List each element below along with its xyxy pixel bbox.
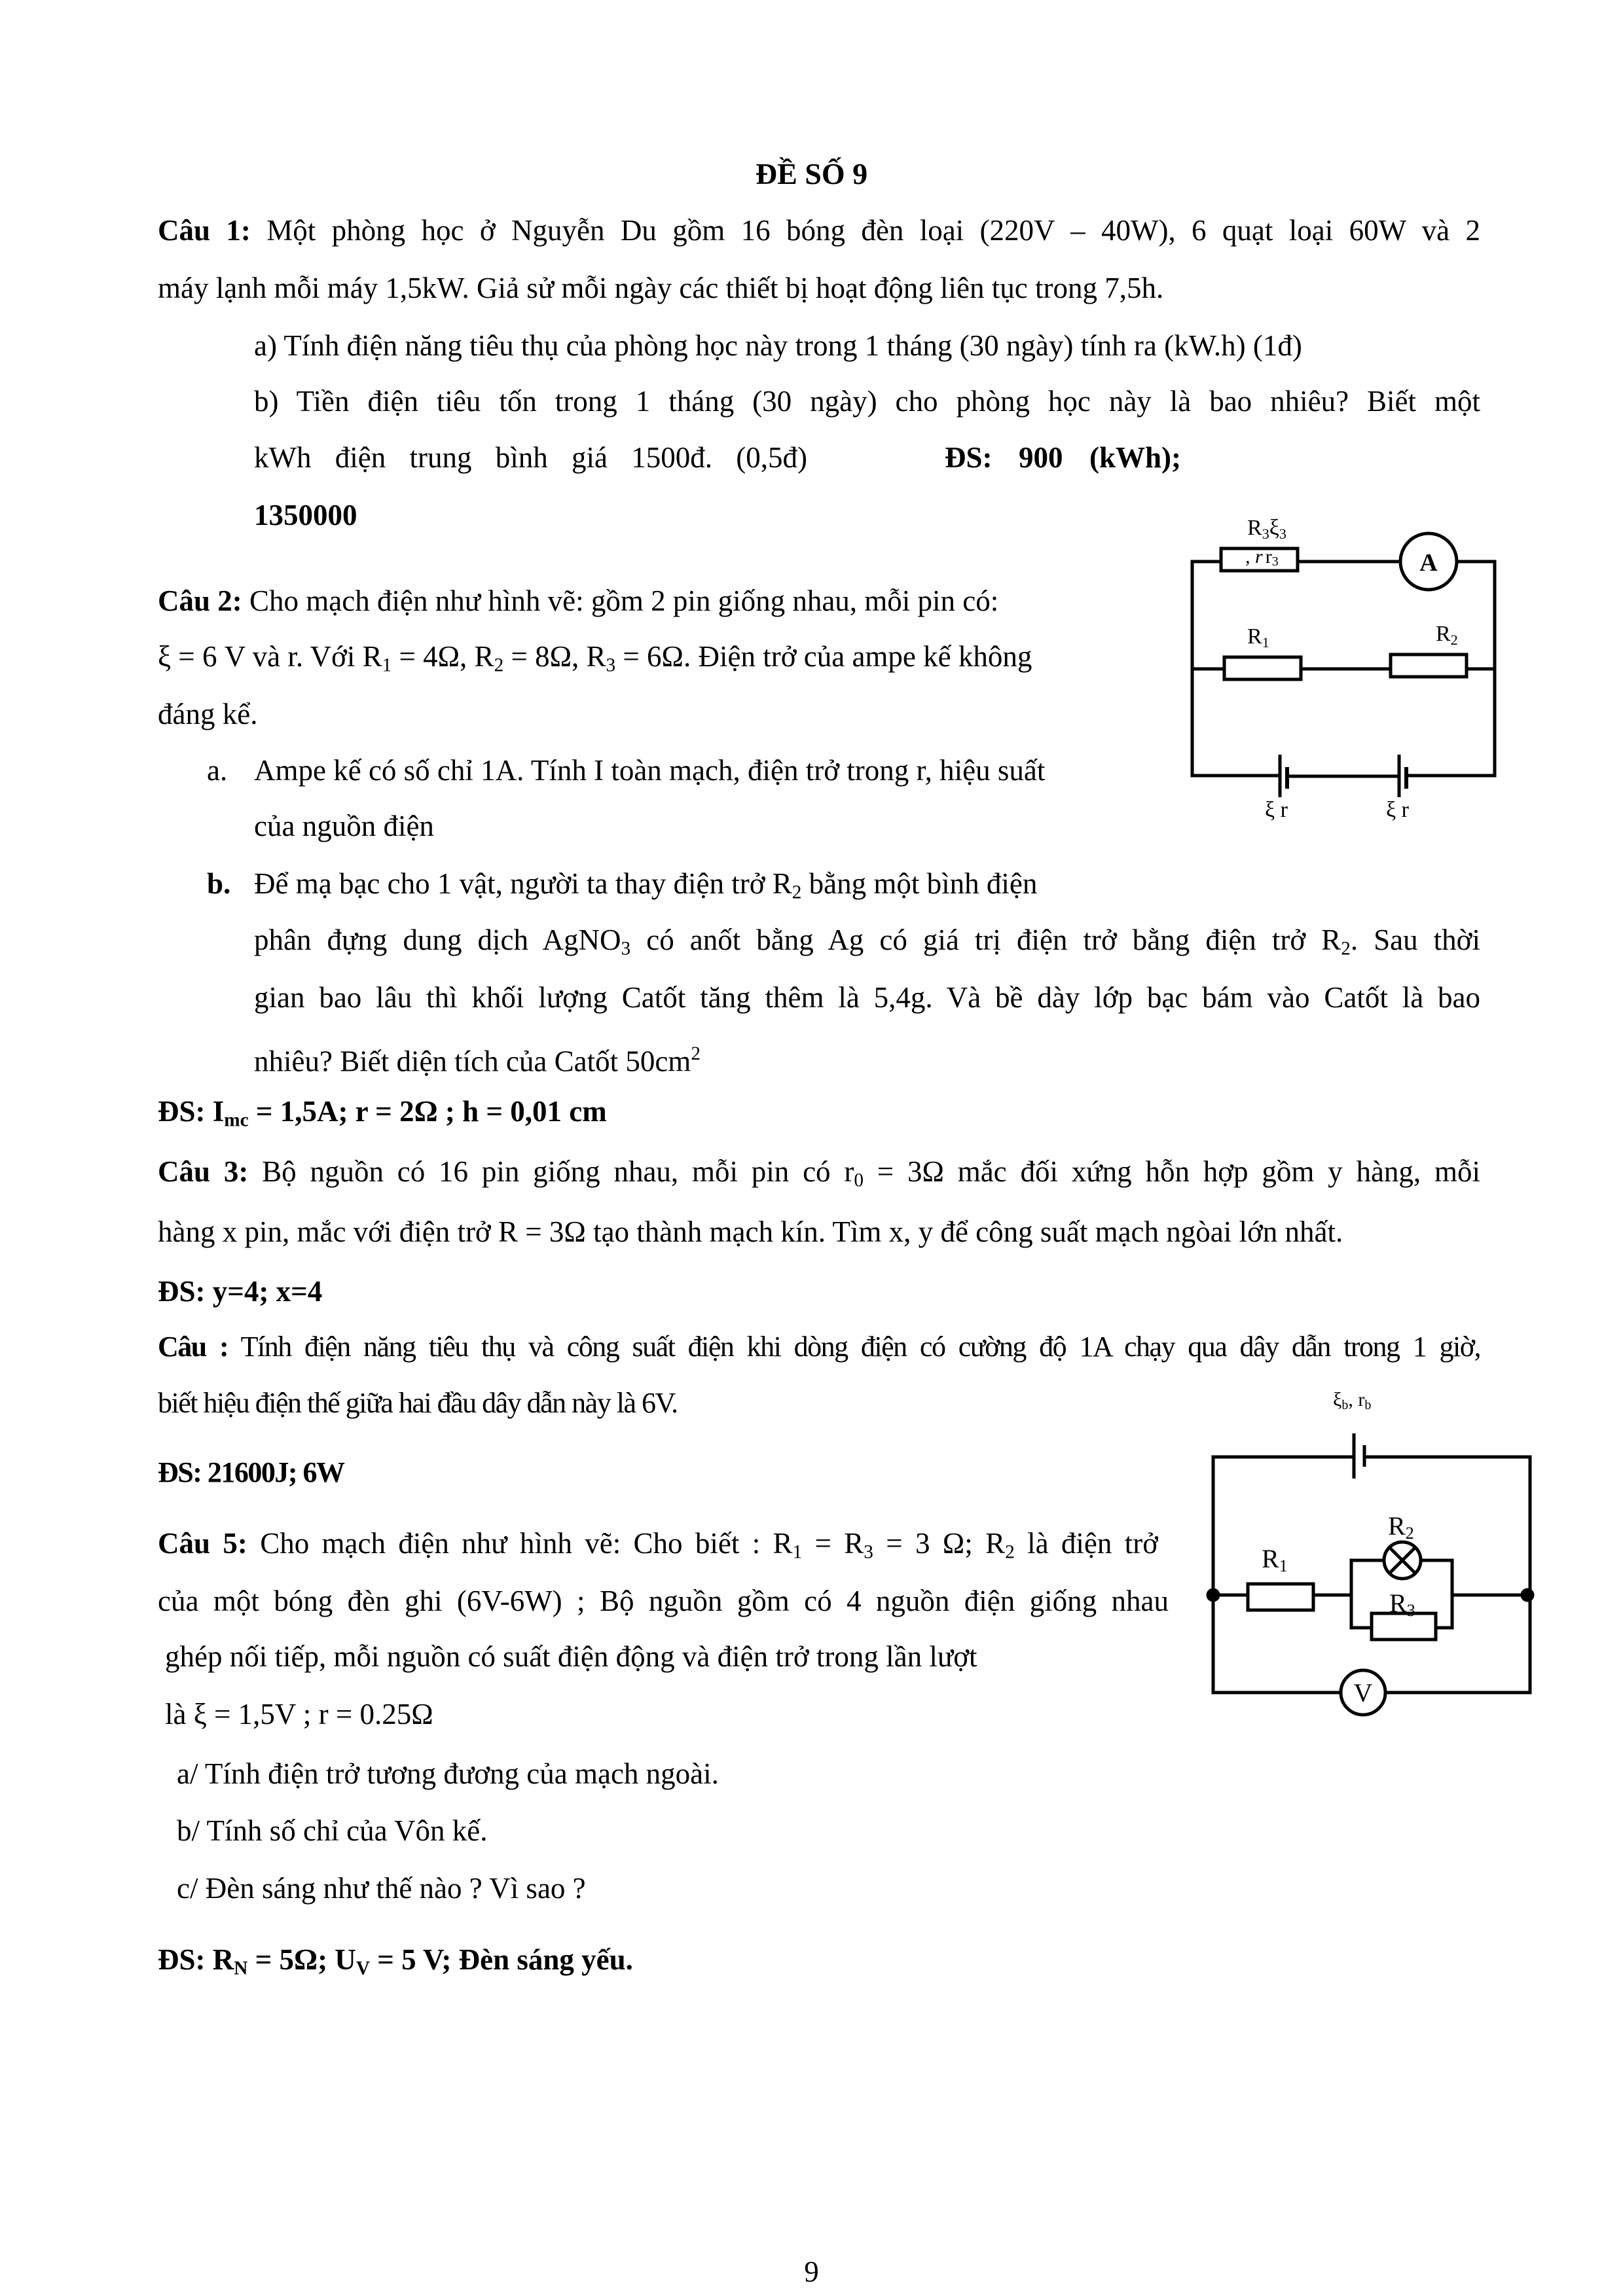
text-segment: Câu : [158, 1331, 228, 1363]
text-segment: ĐS: R [158, 1943, 234, 1976]
r3-label: R3 [1389, 1588, 1415, 1620]
text-segment: Bộ nguồn có 16 pin giống nhau, mỗi pin có r [248, 1155, 854, 1188]
text-segment: = 4Ω, R [392, 640, 494, 673]
text-segment: Cho mạch điện như hình vẽ: gồm 2 pin giống nhau, mỗi pin có: [242, 584, 999, 617]
text-segment: b. [207, 867, 231, 900]
text-segment: b) Tiền điện tiêu tốn trong 1 tháng (30 ngày) cho phòng học này là bao nhiêu? Biết một [254, 385, 1480, 418]
text-segment: phân đựng dung dịch AgNO [254, 924, 621, 956]
page-title: ĐỀ SỐ 9 [755, 157, 868, 190]
text-segment: của một bóng đèn ghi (6V-6W) ; Bộ nguồn gồm có 4 nguồn điện giống nhau [158, 1585, 1169, 1617]
junction-left [1208, 1590, 1218, 1600]
text-segment: = 3Ω mắc đối xứng hỗn hợp gồm y hàng, mỗi [863, 1155, 1480, 1188]
text-segment: kWh điện trung bình giá 1500đ. (0,5đ) [254, 441, 807, 474]
subscript: 2 [1341, 938, 1351, 960]
text-segment: = 5 V; Đèn sáng yếu. [369, 1943, 633, 1976]
text-segment: Tính điện năng tiêu thụ và công suất điện khi dòng điện có cường độ 1A chạy qua dây dẫn trong 1 giờ, [228, 1331, 1480, 1363]
text-segment: nhiêu? Biết diện tích của Catốt 50cm [254, 1045, 691, 1078]
cell-1-label: ξ r [1265, 798, 1288, 822]
text-segment: Để mạ bạc cho 1 vật, người ta thay điện trở R [254, 867, 792, 900]
text-segment: Cho mạch điện như hình vẽ: Cho biết : R [247, 1527, 793, 1560]
resistor-r1 [1248, 1584, 1313, 1610]
superscript: 2 [691, 1043, 701, 1064]
text-segment: = R [802, 1527, 864, 1560]
text-segment: có anốt bằng Ag có giá trị điện trở bằng điện trở R [630, 924, 1341, 956]
text-segment: Câu 1: [158, 214, 251, 247]
voltmeter-label: V [1353, 1678, 1373, 1708]
text-segment: = 5Ω; U [247, 1943, 356, 1976]
resistor-r2 [1391, 655, 1467, 677]
text-segment: biết hiệu điện thế giữa hai đầu dây dẫn này là 6V. [158, 1387, 678, 1419]
r2-label: R2 [1388, 1511, 1414, 1543]
text-segment: ξ = 6 V và r. Với R [158, 640, 382, 673]
subscript: 0 [854, 1170, 864, 1191]
text-segment: b/ Tính số chỉ của Vôn kế. [177, 1814, 488, 1847]
subscript: 2 [494, 655, 504, 676]
text-segment: bằng một bình điện [801, 867, 1038, 900]
text-segment: Câu 2: [158, 584, 242, 617]
subscript: 3 [864, 1541, 873, 1563]
subscript: 2 [1005, 1541, 1015, 1563]
page-number: 9 [804, 2255, 819, 2288]
text-segment: của nguồn điện [254, 810, 434, 842]
text-segment: c/ Đèn sáng như thế nào ? Vì sao ? [177, 1872, 586, 1905]
text-segment: . Sau thời [1350, 924, 1480, 956]
r2-label: R2 [1436, 622, 1458, 648]
text-segment: Một phòng học ở Nguyễn Du gồm 16 bóng đèn loại (220V – 40W), 6 quạt loại 60W và 2 [250, 214, 1480, 247]
subscript: 3 [606, 655, 616, 676]
subscript: mc [224, 1109, 249, 1131]
ammeter-label: A [1419, 549, 1438, 577]
text-segment: hàng x pin, mắc với điện trở R = 3Ω tạo thành mạch kín. Tìm x, y để công suất mạch ngòai lớn nhất. [158, 1215, 1343, 1248]
subscript: 1 [792, 1541, 803, 1563]
r1-label: R1 [1247, 624, 1269, 651]
text-segment: Câu 3: [158, 1155, 249, 1188]
text-segment: ĐS: 21600J; 6W [158, 1456, 344, 1488]
circuit-diagram-1 [1192, 533, 1495, 797]
text-segment: Câu 5: [158, 1527, 247, 1560]
junction-right [1522, 1590, 1533, 1600]
text-segment: a. [207, 754, 228, 787]
text-segment: là ξ = 1,5V ; r = 0.25Ω [165, 1698, 433, 1731]
text-segment: = 3 Ω; R [873, 1527, 1006, 1560]
circuit-diagram-2 [1208, 1433, 1533, 1715]
text-segment: gian bao lâu thì khối lượng Catốt tăng thêm là 5,4g. Và bề dày lớp bạc bám vào Catốt là bao [254, 981, 1480, 1014]
resistor-r1 [1224, 657, 1301, 679]
text-segment: = 6Ω. Điện trở của ampe kế không [615, 640, 1032, 673]
subscript: N [234, 1958, 248, 1979]
text-segment: ĐS: I [158, 1095, 225, 1128]
r1-label: R1 [1262, 1544, 1288, 1575]
subscript: V [356, 1958, 370, 1979]
text-segment: = 8Ω, R [503, 640, 606, 673]
source-label: ξb, rb [1333, 1389, 1372, 1412]
text-segment: Ampe kế có số chỉ 1A. Tính I toàn mạch, điện trở trong r, hiệu suất [254, 754, 1046, 787]
text-segment: a) Tính điện năng tiêu thụ của phòng học này trong 1 tháng (30 ngày) tính ra (kW.h) (1đ) [254, 329, 1302, 362]
subscript: 3 [621, 938, 631, 960]
text-segment: đáng kể. [158, 698, 258, 730]
cell-2-label: ξ r [1386, 798, 1409, 822]
text-segment: ĐS: y=4; x=4 [158, 1275, 323, 1308]
text-segment: là điện trở [1014, 1527, 1158, 1560]
text-segment: 1350000 [254, 499, 357, 531]
r3-source-label: R3ξ3 [1247, 516, 1286, 542]
text-segment: ĐS: 900 (kWh); [945, 441, 1181, 474]
text-segment: = 1,5A; r = 2Ω ; h = 0,01 cm [248, 1095, 607, 1128]
r3-box-label: , r r3 [1245, 546, 1279, 569]
subscript: 2 [792, 882, 802, 903]
text-segment: ghép nối tiếp, mỗi nguồn có suất điện động và điện trở trong lần lượt [165, 1640, 977, 1673]
subscript: 1 [382, 655, 392, 676]
text-segment: máy lạnh mỗi máy 1,5kW. Giả sử mỗi ngày các thiết bị hoạt động liên tục trong 7,5h. [158, 272, 1164, 304]
text-segment: a/ Tính điện trở tương đương của mạch ngoài. [177, 1757, 719, 1790]
